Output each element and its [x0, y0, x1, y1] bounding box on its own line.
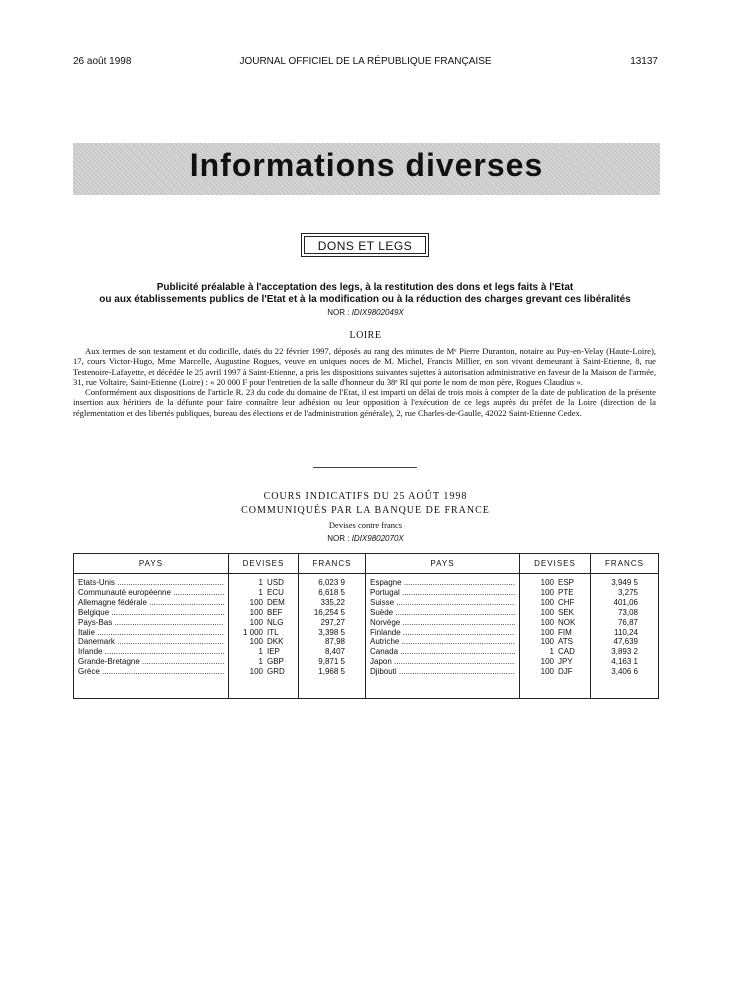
francs-value: 3,398 5 [318, 627, 345, 637]
currency-cell [233, 618, 294, 628]
currency-cell [524, 598, 586, 608]
currency-cell [233, 628, 294, 638]
left-country-column [78, 578, 224, 677]
nor-label: NOR : [327, 308, 350, 317]
country-name: Belgique ..... [78, 608, 224, 618]
country-name: Japon ..... [370, 657, 515, 667]
left-francs-column [303, 578, 361, 677]
currency-code: FIM [558, 627, 572, 637]
country-name: Suède ..... [370, 608, 515, 618]
country-name: Grande-Bretagne ..... [78, 657, 224, 667]
country-name: Etats-Unis ..... [78, 578, 224, 588]
francs-value: 87,98 [324, 637, 345, 647]
publicity-nor [0, 308, 731, 317]
currency-cell [524, 628, 586, 638]
section-banner [73, 143, 660, 195]
table-header-row [74, 554, 659, 574]
currency-code: DJF [558, 667, 573, 677]
country-name: Finlande ..... [370, 628, 515, 638]
country-name: Pays-Bas ..... [78, 618, 224, 628]
header-journal-title: JOURNAL OFFICIEL DE LA RÉPUBLIQUE FRANÇAISE [239, 56, 492, 67]
currency-units: 100 [540, 657, 554, 667]
column-header-pays: PAYS [366, 554, 520, 574]
francs-value: 6,023 9 [318, 578, 345, 587]
currency-code: ITL [267, 627, 279, 637]
country-name: Portugal ..... [370, 588, 515, 598]
publicity-line-2: ou aux établissements publics de l'Etat et à la modification ou à la réduction des charges grevant ces libéralités [99, 294, 631, 305]
francs-value: 6,618 5 [318, 587, 345, 597]
currency-units: 100 [540, 637, 554, 647]
right-currency-column [524, 578, 586, 677]
country-name: Danemark ..... [78, 637, 224, 647]
currency-cell [233, 588, 294, 598]
column-header-devises: DEVISES [229, 554, 299, 574]
currency-code: USD [267, 578, 284, 587]
francs-value: 3,275 [617, 587, 638, 597]
francs-value: 4,163 1 [611, 657, 638, 667]
cours-subtitle: Devises contre francs [328, 520, 403, 530]
currency-code: BEF [267, 607, 283, 617]
currency-units: 1 [258, 657, 263, 667]
currency-cell [233, 657, 294, 667]
currency-code: NLG [267, 617, 284, 627]
currency-units: 1 [258, 647, 263, 657]
cours-nor [0, 534, 731, 543]
publicity-line-1: Publicité préalable à l'acceptation des legs, à la restitution des dons et legs faits à l'Etat [156, 282, 574, 293]
currency-code: IEP [267, 647, 280, 657]
currency-code: JPY [558, 657, 573, 667]
country-name: Irlande ..... [78, 647, 224, 657]
currency-cell [233, 667, 294, 677]
column-header-francs: FRANCS [591, 554, 659, 574]
loire-paragraph-1: Aux termes de son testament et du codicille, datés du 22 février 1997, déposés au rang des minutes de Mᵉ Pierre Duranton, notaire au Puy-en-Velay (Haute-Loire), 17, cours Victor-Hugo, Mme Marcelle, Augustine Rogues, veuve en uniques noces de M. Michel, Francis Millier, en son vivant demeurant à Saint-Etienne, 8, rue Testenoire-Lafayette, et décédée le 25 avril 1997 à Saint-Etienne, a pris les dispositions suivantes sujettes à autorisation administrative en faveur de la Maison de l'armée, 31, rue Voltaire, Saint-Etienne (Loire) : « 20 000 F pour l'entretien de la salle d'honneur du 38ᵉ RI qui porte le nom de mon père, Rogues Claudius ». [73, 346, 656, 387]
currency-code: SEK [558, 607, 575, 617]
currency-units: 1 [258, 587, 263, 597]
exchange-rates-table [73, 553, 659, 699]
currency-units: 100 [540, 587, 554, 597]
francs-value: 76,87 [617, 617, 638, 627]
currency-units: 1 [549, 647, 554, 657]
currency-code: PTE [558, 587, 574, 597]
currency-code: CHF [558, 597, 575, 607]
currency-cell [233, 637, 294, 647]
currency-units: 1 [258, 578, 263, 587]
currency-units: 100 [540, 578, 554, 587]
currency-units: 1 000 [242, 627, 263, 637]
loire-paragraph-2: Conformément aux dispositions de l'article R. 23 du code du domaine de l'Etat, il est imparti un délai de trois mois à compter de la date de publication de la présente insertion aux héritiers de la défunte pour faire connaître leur adhésion ou leur opposition à l'exécution de ce legs auprès du préfet de la Loire (direction de la réglementation et des libertés publiques, bureau des élections et de l'administration générale), 2, rue Charles-de-Gaulle, 42022 Saint-Etienne Cedex. [73, 387, 656, 418]
nor-label: NOR : [327, 534, 350, 543]
currency-cell [524, 608, 586, 618]
currency-cell [233, 578, 294, 588]
loire-heading: LOIRE [349, 330, 382, 341]
currency-units: 100 [249, 597, 263, 607]
right-francs-column [595, 578, 654, 677]
francs-value: 1,968 5 [318, 667, 345, 677]
currency-cell [524, 578, 586, 588]
currency-code: CAD [558, 647, 575, 657]
country-name: Allemagne fédérale ..... [78, 598, 224, 608]
currency-code: DEM [267, 597, 285, 607]
column-header-francs: FRANCS [299, 554, 366, 574]
francs-value: 401,06 [613, 597, 638, 607]
francs-value: 16,254 5 [313, 607, 345, 617]
right-country-column [370, 578, 515, 677]
section-box [301, 233, 429, 257]
currency-code: ESP [558, 578, 575, 587]
currency-units: 100 [249, 667, 263, 677]
currency-cell [233, 608, 294, 618]
nor-code: IDIX9802070X [351, 534, 404, 543]
francs-value: 3,406 6 [611, 667, 638, 677]
currency-code: ECU [267, 587, 284, 597]
currency-code: DKK [267, 637, 284, 647]
country-name: Norvège ..... [370, 618, 515, 628]
francs-value: 110,24 [614, 627, 638, 637]
currency-units: 100 [540, 597, 554, 607]
currency-cell [524, 667, 586, 677]
country-name: Espagne ..... [370, 578, 515, 588]
currency-units: 100 [249, 607, 263, 617]
country-name: Suisse ..... [370, 598, 515, 608]
currency-units: 100 [540, 617, 554, 627]
currency-code: ATS [558, 637, 573, 647]
currency-code: GRD [267, 667, 285, 677]
banner-title: Informations diverses [189, 147, 544, 183]
francs-value: 9,871 5 [318, 657, 345, 667]
currency-cell [524, 618, 586, 628]
currency-cell [524, 588, 586, 598]
country-name: Communauté européenne ..... [78, 588, 224, 598]
currency-code: GBP [267, 657, 284, 667]
section-box-label: DONS ET LEGS [304, 236, 426, 254]
header-page-number: 13137 [630, 56, 658, 67]
country-name: Grèce ..... [78, 667, 224, 677]
currency-units: 100 [249, 617, 263, 627]
francs-value: 47,639 [613, 637, 638, 647]
francs-value: 73,08 [617, 607, 638, 617]
loire-body [73, 346, 656, 418]
cours-title-2: COMMUNIQUÉS PAR LA BANQUE DE FRANCE [241, 505, 490, 516]
francs-value: 3,949 5 [611, 578, 638, 587]
column-header-pays: PAYS [74, 554, 229, 574]
currency-units: 100 [540, 627, 554, 637]
country-name: Djibouti ..... [370, 667, 515, 677]
francs-value: 335,22 [320, 597, 345, 607]
currency-code: NOK [558, 617, 576, 627]
currency-cell [233, 647, 294, 657]
nor-code: IDIX9802049X [351, 308, 404, 317]
currency-units: 100 [540, 667, 554, 677]
currency-cell [524, 637, 586, 647]
country-name: Italie ..... [78, 628, 224, 638]
column-header-devises: DEVISES [520, 554, 591, 574]
currency-cell [524, 657, 586, 667]
separator-rule [313, 467, 417, 468]
francs-value: 8,407 [324, 647, 345, 657]
cours-title-1: COURS INDICATIFS DU 25 AOÛT 1998 [263, 491, 468, 502]
left-currency-column [233, 578, 294, 677]
currency-cell [524, 647, 586, 657]
country-name: Autriche ..... [370, 637, 515, 647]
header-date: 26 août 1998 [73, 56, 132, 67]
country-name: Canada ..... [370, 647, 515, 657]
francs-value: 297,27 [320, 617, 345, 627]
currency-units: 100 [540, 607, 554, 617]
table-body-row [74, 574, 659, 699]
currency-cell [233, 598, 294, 608]
currency-units: 100 [249, 637, 263, 647]
francs-value: 3,893 2 [611, 647, 638, 657]
